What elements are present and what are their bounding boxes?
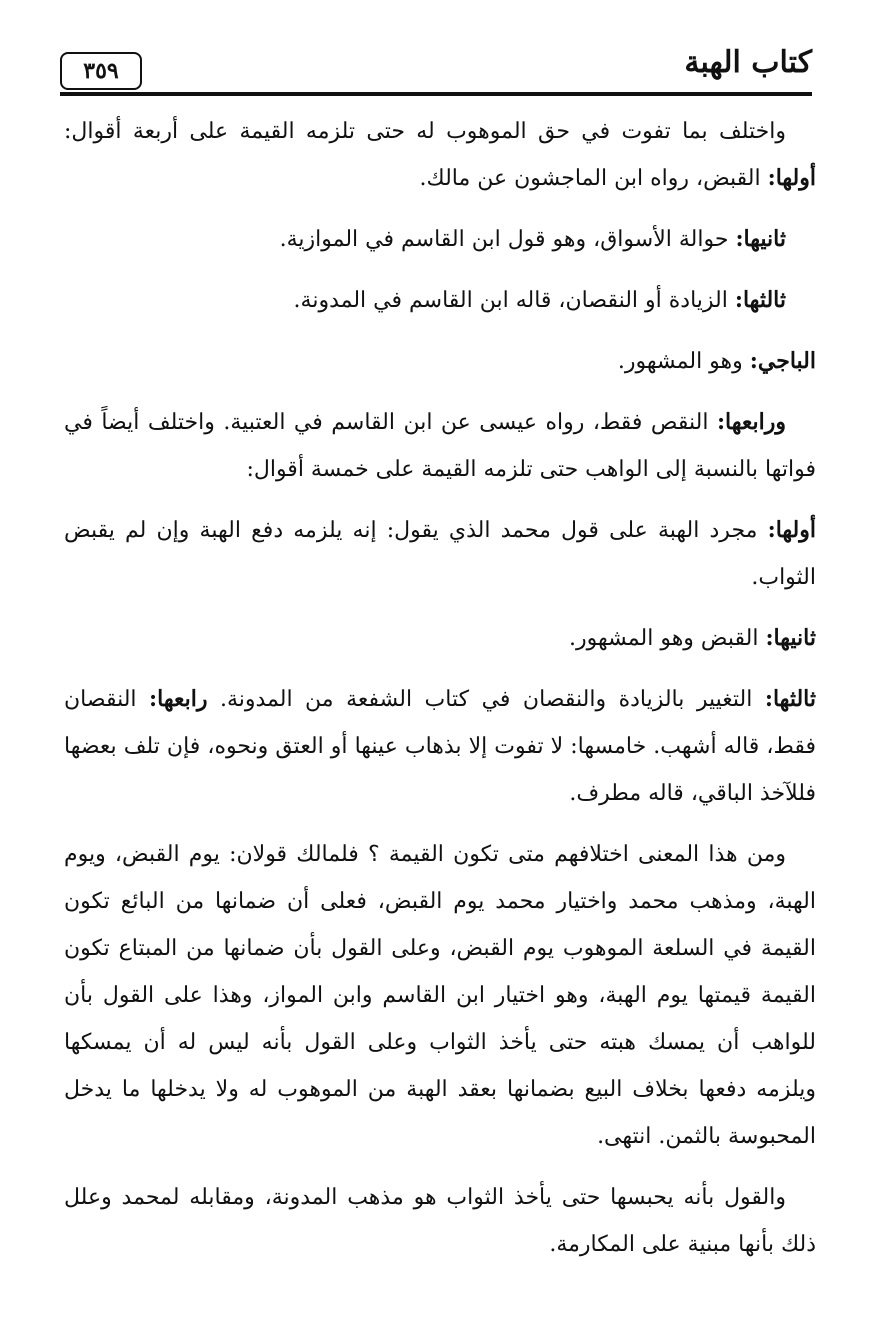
keyword-thaniha: ثانيها: [735,226,786,252]
page-body [64,108,816,1282]
keyword-awwaluha: أولها: [767,165,816,191]
page-header [60,44,812,102]
chapter-title: كتاب الهبة [684,45,812,80]
keyword-awwaluha-2: أولها: [767,517,816,543]
paragraph-5: ورابعها: النقص فقط، رواه عيسى عن ابن القاسم في العتبية. واختلف أيضاً في فواتها بالنسبة إلى الواهب حتى تلزمه القيمة على خمسة أقوال: [64,409,816,482]
paragraph-4: الباجي: وهو المشهور. [617,348,816,374]
page-number: ٣٥٩ [83,58,119,84]
paragraph-6: أولها: مجرد الهبة على قول محمد الذي يقول: إنه يلزمه دفع الهبة وإن لم يقبض الثواب. [64,517,816,590]
header-divider [60,92,812,96]
keyword-rabiuha: رابعها: [149,686,208,712]
paragraph-8: ثالثها: التغيير بالزيادة والنقصان في كتاب الشفعة من المدونة. رابعها: النقصان فقط، قاله أشهب. خامسها: لا تفوت إلا بذهاب عينها أو العتق ونحوه، فإن تلف بعضها فللآخذ الباقي، قاله مطرف. [64,686,816,806]
keyword-thalithuha-2: ثالثها: [764,686,816,712]
paragraph-2: ثانيها: حوالة الأسواق، وهو قول ابن القاسم في الموازية. [279,226,786,252]
paragraph-3: ثالثها: الزيادة أو النقصان، قاله ابن القاسم في المدونة. [293,287,786,313]
keyword-warabiuha: ورابعها: [716,409,786,435]
paragraph-7: ثانيها: القبض وهو المشهور. [569,625,816,651]
paragraph-10: والقول بأنه يحبسها حتى يأخذ الثواب هو مذهب المدونة، ومقابله لمحمد وعلل ذلك بأنها مبنية على المكارمة. [64,1185,816,1257]
page-number-badge [60,52,142,90]
paragraph-9: ومن هذا المعنى اختلافهم متى تكون القيمة ؟ فلمالك قولان: يوم القبض، ويوم الهبة، ومذهب محمد واختيار محمد يوم القبض، فعلى أن ضمانها من البائع تكون القيمة في السلعة الموهوب يوم القبض، وعلى القول بأن ضمانها من المبتاع تكون القيمة قيمتها يوم الهبة، وهو اختيار ابن القاسم وابن المواز، وهذا على القول بأن للواهب أن يمسك هبته حتى يأخذ الثواب وعلى القول بأنه ليس له أن يمسكها ويلزمه دفعها بخلاف البيع بضمانها بعقد الهبة من الموهوب له ولا يدخلها ما يدخل المحبوسة بالثمن. انتهى. [64,842,816,1149]
paragraph-1: واختلف بما تفوت في حق الموهوب له حتى تلزمه القيمة على أربعة أقوال: أولها: القبض، رواه ابن الماجشون عن مالك. [64,119,816,191]
keyword-albaji: الباجي: [749,348,816,374]
keyword-thaniha-2: ثانيها: [765,625,816,651]
keyword-thalithuha: ثالثها: [734,287,786,313]
